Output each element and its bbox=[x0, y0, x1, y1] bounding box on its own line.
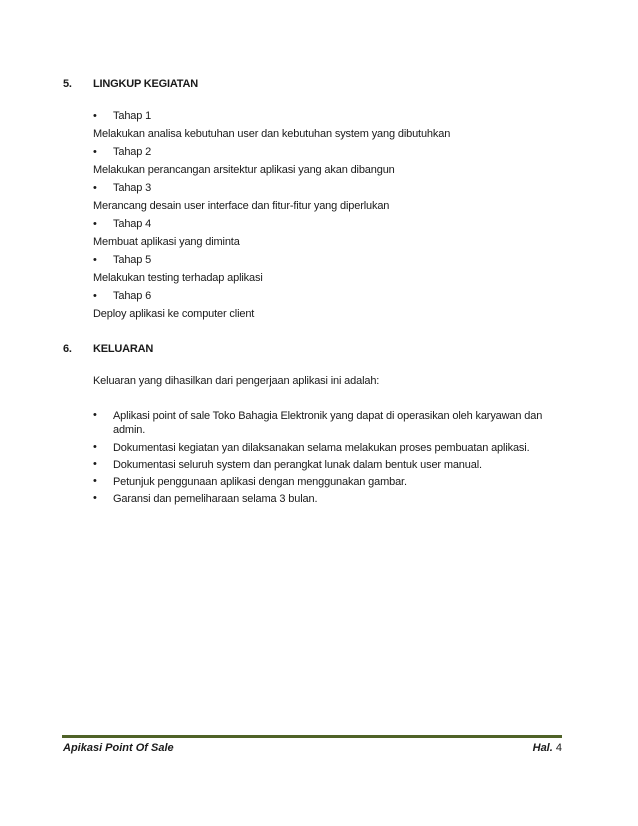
step-label: Tahap 1 bbox=[113, 110, 152, 122]
bullet-icon: • bbox=[93, 475, 97, 487]
step-1-description: Melakukan analisa kebutuhan user dan kebutuhan system yang dibutuhkan bbox=[93, 128, 451, 140]
step-label: Tahap 5 bbox=[113, 254, 152, 266]
bullet-icon: • bbox=[93, 254, 97, 266]
bullet-icon: • bbox=[93, 441, 97, 453]
footer-page-label: Hal. bbox=[532, 742, 553, 754]
step-5-description: Melakukan testing terhadap aplikasi bbox=[93, 272, 263, 284]
step-3-description: Merancang desain user interface dan fitur-fitur yang diperlukan bbox=[93, 200, 390, 212]
footer-page-indicator bbox=[533, 742, 562, 754]
bullet-icon: • bbox=[93, 218, 97, 230]
section-5-heading bbox=[63, 78, 198, 90]
bullet-icon: • bbox=[93, 146, 97, 158]
step-label: Tahap 4 bbox=[113, 218, 152, 230]
section-6-title: KELUARAN bbox=[93, 343, 154, 355]
bullet-icon: • bbox=[93, 182, 97, 194]
step-label: Tahap 6 bbox=[113, 290, 152, 302]
bullet-icon: • bbox=[93, 110, 97, 122]
section-6-number: 6. bbox=[63, 343, 72, 355]
bullet-icon: • bbox=[93, 492, 97, 504]
section-5-number: 5. bbox=[63, 78, 72, 90]
output-item-text: Aplikasi point of sale Toko Bahagia Elektronik yang dapat di operasikan oleh karyawan dan admin. bbox=[113, 410, 543, 436]
section-6-intro: Keluaran yang dihasilkan dari pengerjaan aplikasi ini adalah: bbox=[93, 375, 380, 387]
step-2-description: Melakukan perancangan arsitektur aplikasi yang akan dibangun bbox=[93, 164, 395, 176]
step-4-description: Membuat aplikasi yang diminta bbox=[93, 236, 240, 248]
step-label: Tahap 2 bbox=[113, 146, 152, 158]
bullet-icon: • bbox=[93, 290, 97, 302]
output-item-text: Garansi dan pemeliharaan selama 3 bulan. bbox=[113, 493, 318, 505]
bullet-icon: • bbox=[93, 458, 97, 470]
output-item-text: Dokumentasi seluruh system dan perangkat lunak dalam bentuk user manual. bbox=[113, 459, 482, 471]
output-item-text: Petunjuk penggunaan aplikasi dengan menggunakan gambar. bbox=[113, 476, 407, 488]
section-5-title: LINGKUP KEGIATAN bbox=[93, 78, 198, 90]
output-item-text: Dokumentasi kegiatan yan dilaksanakan selama melakukan proses pembuatan aplikasi. bbox=[113, 442, 530, 454]
step-6-description: Deploy aplikasi ke computer client bbox=[93, 308, 255, 320]
section-6-heading bbox=[63, 343, 153, 355]
bullet-icon: • bbox=[93, 409, 97, 421]
footer-document-title: Apikasi Point Of Sale bbox=[63, 742, 174, 754]
footer-divider bbox=[62, 735, 562, 738]
step-label: Tahap 3 bbox=[113, 182, 152, 194]
footer-page-number: 4 bbox=[555, 742, 562, 754]
